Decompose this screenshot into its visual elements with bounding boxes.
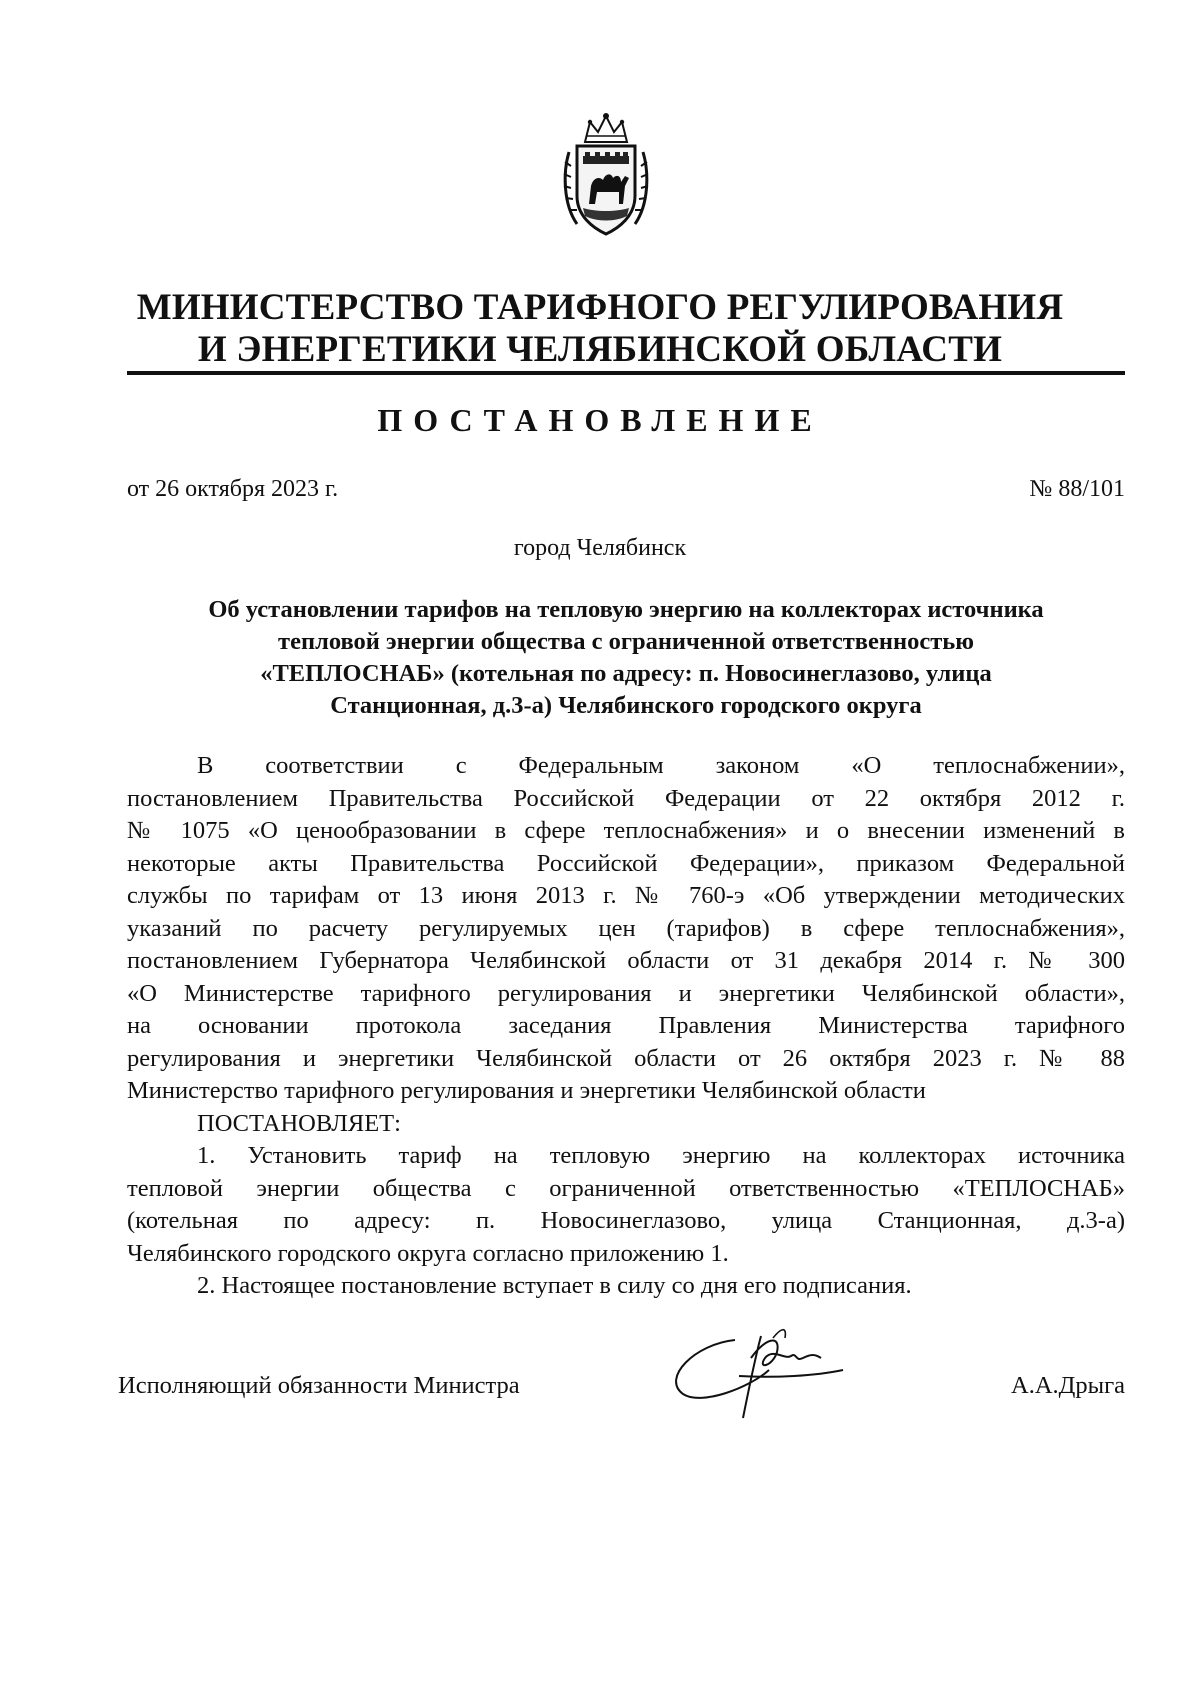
title-line: тепловой энергии общества с ограниченной ответственностью — [278, 628, 974, 655]
clause-2-line: 2. Настоящее постановление вступает в силу со дня его подписания. — [197, 1272, 912, 1299]
title-line: Об установлении тарифов на тепловую энергию на коллекторах источника — [208, 596, 1044, 623]
signature-icon — [665, 1318, 905, 1428]
title-line: «ТЕПЛОСНАБ» (котельная по адресу: п. Новосинеглазово, улица — [260, 660, 992, 687]
document-type-heading: ПОСТАНОВЛЕНИЕ — [377, 402, 823, 438]
header-divider — [127, 371, 1125, 375]
coat-of-arms-icon — [557, 112, 655, 240]
clause-1-line: (котельная по адресу: п. Новосинеглазово, улица Станционная, д.3-а) — [127, 1207, 1125, 1234]
resolution-keyword: ПОСТАНОВЛЯЕТ: — [197, 1109, 401, 1137]
body-line: «О Министерстве тарифного регулирования и энергетики Челябинской области», — [127, 979, 1125, 1007]
document-body — [127, 750, 1125, 1303]
document-title — [127, 594, 1125, 722]
ministry-name-line2: И ЭНЕРГЕТИКИ ЧЕЛЯБИНСКОЙ ОБЛАСТИ — [197, 329, 1003, 370]
ministry-name-line1: МИНИСТЕРСТВО ТАРИФНОГО РЕГУЛИРОВАНИЯ — [136, 287, 1064, 328]
signatory-name: А.А.Дрыга — [1011, 1372, 1125, 1399]
document-city: город Челябинск — [513, 535, 687, 561]
signatory-role: Исполняющий обязанности Министра — [118, 1372, 520, 1399]
body-line: службы по тарифам от 13 июня 2013 г. № 760-э «Об утверждении методических — [127, 882, 1125, 909]
document-number: № 88/101 — [1029, 476, 1125, 502]
clause-1-line: тепловой энергии общества с ограниченной ответственностью «ТЕПЛОСНАБ» — [127, 1174, 1125, 1202]
signature-block — [0, 1368, 1200, 1408]
body-line: некоторые акты Правительства Российской Федерации», приказом Федеральной — [127, 849, 1125, 877]
body-line: постановлением Губернатора Челябинской области от 31 декабря 2014 г. № 300 — [127, 947, 1125, 974]
title-line: Станционная, д.3-а) Челябинского городского округа — [330, 692, 922, 719]
body-line: постановлением Правительства Российской Федерации от 22 октября 2012 г. — [127, 784, 1125, 812]
clause-1-line: 1. Установить тариф на тепловую энергию на коллекторах источника — [197, 1142, 1125, 1169]
clause-1-line: Челябинского городского округа согласно приложению 1. — [127, 1239, 729, 1267]
body-line: № 1075 «О ценообразовании в сфере теплоснабжения» и о внесении изменений в — [127, 817, 1125, 844]
body-line: на основании протокола заседания Правления Министерства тарифного — [127, 1012, 1125, 1039]
body-line: Министерство тарифного регулирования и энергетики Челябинской области — [127, 1077, 926, 1104]
body-line: указаний по расчету регулируемых цен (тарифов) в сфере теплоснабжения», — [127, 914, 1125, 942]
body-line: В соответствии с Федеральным законом «О теплоснабжении», — [197, 752, 1125, 779]
body-line: регулирования и энергетики Челябинской области от 26 октября 2023 г. № 88 — [127, 1044, 1125, 1072]
document-date: от 26 октября 2023 г. — [127, 476, 339, 502]
